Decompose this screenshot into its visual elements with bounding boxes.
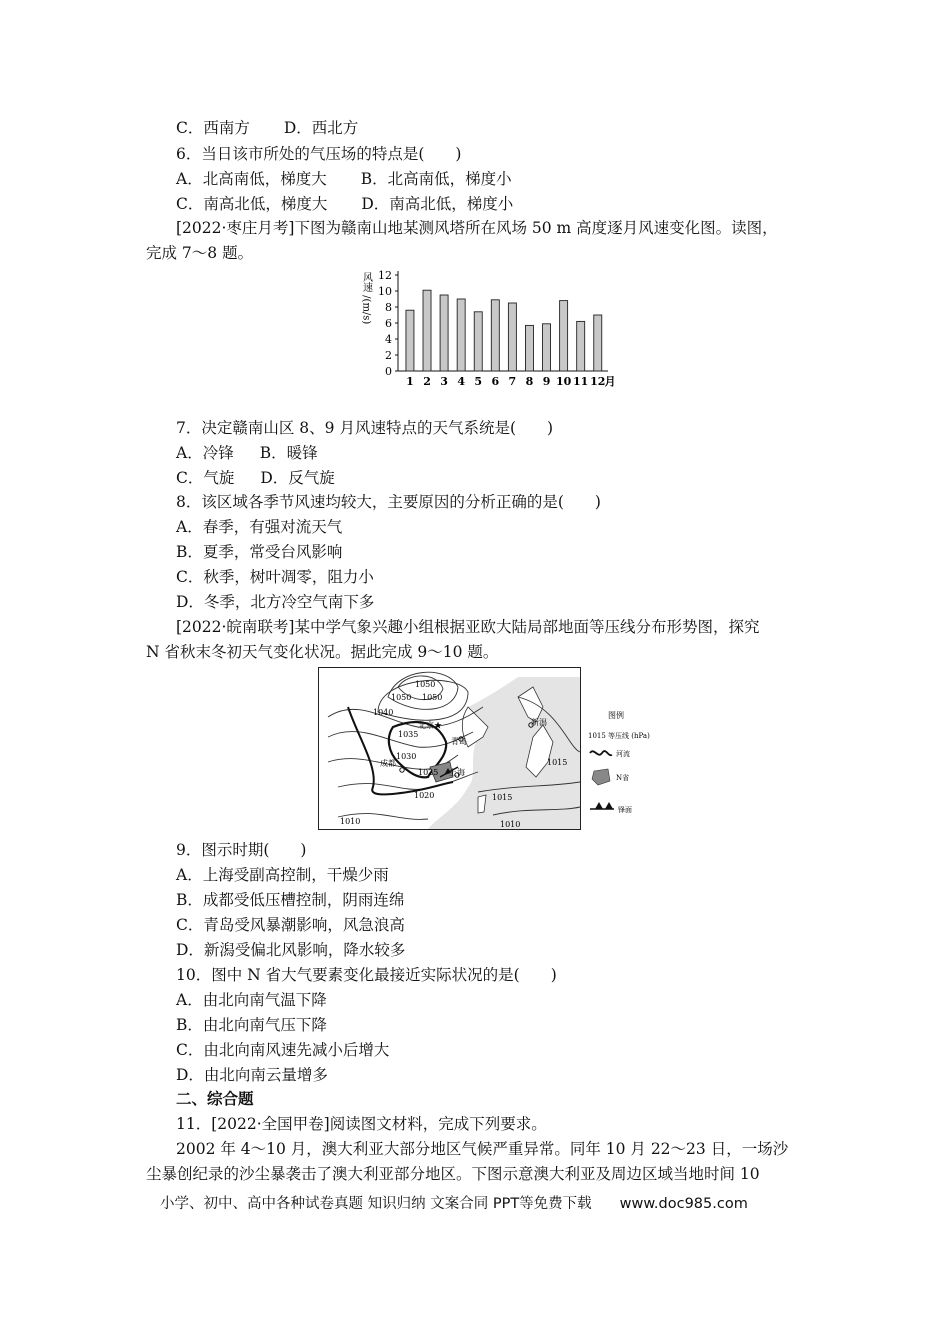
isobar-label: 1010 <box>340 817 361 826</box>
q6-option-c: C．南高北低，梯度大 <box>176 195 328 213</box>
bar <box>594 315 602 371</box>
isobar-label: 1050 <box>415 680 436 689</box>
legend-front: 锋面 <box>618 806 632 814</box>
legend-isobar: 1015 等压线 (hPa) <box>588 732 650 740</box>
x-tick-label: 12 <box>590 375 606 388</box>
legend-province-symbol <box>592 769 610 785</box>
map-legend <box>588 710 650 814</box>
q6-stem: 6．当日该市所处的气压场的特点是( ) <box>176 145 462 163</box>
q7-options-cd <box>176 468 335 488</box>
legend-front-triangle <box>605 802 613 809</box>
q10-stem: 10．图中 N 省大气要素变化最接近实际状况的是( ) <box>176 966 557 984</box>
q11-material-line1: 2002 年 4～10 月，澳大利亚大部分地区气候严重异常。同年 10 月 22～23 日，一场沙 <box>176 1140 789 1158</box>
section-heading: 二、综合题 <box>176 1089 254 1108</box>
x-tick-label: 4 <box>457 375 465 388</box>
isobar-label: 1020 <box>414 791 435 800</box>
bar <box>491 300 499 371</box>
q11-material-line2: 尘暴创纪录的沙尘暴袭击了澳大利亚部分地区。下图示意澳大利亚及周边区域当地时间 10 <box>146 1165 760 1183</box>
isobar-label: 1040 <box>373 708 394 717</box>
q5-option-c: C．西南方 <box>176 119 250 137</box>
footer-text: 小学、初中、高中各种试卷真题 知识归纳 文案合同 PPT等免费下载 <box>160 1196 592 1212</box>
intro-9-10-line2: N 省秋末冬初天气变化状况。据此完成 9～10 题。 <box>146 643 499 661</box>
q8-option-d: D．冬季，北方冷空气南下多 <box>176 593 375 611</box>
q10-option-a: A．由北向南气温下降 <box>176 991 327 1009</box>
legend-front-triangle <box>595 802 603 809</box>
q5-option-d: D．西北方 <box>283 119 359 137</box>
y-tick-label: 8 <box>385 301 392 314</box>
q9-option-d: D．新潟受偏北风影响，降水较多 <box>176 941 406 959</box>
q11-stem: 11．[2022·全国甲卷]阅读图文材料，完成下列要求。 <box>176 1115 547 1133</box>
isobar-label: 1050 <box>422 693 443 702</box>
legend-river: 河流 <box>616 750 630 758</box>
bar <box>423 290 431 371</box>
x-tick-label: 2 <box>423 375 431 388</box>
q7-option-b: B．暖锋 <box>259 444 318 462</box>
isobar-label: 1010 <box>500 820 521 829</box>
isobar-label: 1015 <box>492 793 513 802</box>
q7-option-a: A．冷锋 <box>176 444 234 462</box>
x-tick-label: 10 <box>555 375 572 388</box>
legend-river-symbol <box>590 751 612 755</box>
x-tick-label: 11 <box>573 375 589 388</box>
page-footer <box>160 1192 748 1213</box>
wind-speed-bar-chart <box>356 264 628 392</box>
bar <box>474 312 482 371</box>
x-axis-label: 月 <box>604 375 616 388</box>
x-tick-label: 8 <box>525 375 534 388</box>
y-tick-label: 12 <box>378 269 392 282</box>
q10-option-d: D．由北向南云量增多 <box>176 1066 328 1084</box>
q6-option-b: B．北高南低，梯度小 <box>360 170 512 188</box>
q9-option-c: C．青岛受风暴潮影响，风急浪高 <box>176 916 405 934</box>
q10-option-b: B．由北向南气压下降 <box>176 1016 327 1034</box>
isobar-label: 1050 <box>391 693 412 702</box>
niigata-label: 新潟 <box>531 718 547 727</box>
legend-title: 图例 <box>608 711 624 720</box>
x-tick-label: 6 <box>491 375 500 388</box>
footer-url[interactable]: www.doc985.com <box>619 1196 748 1212</box>
q6-option-d: D．南高北低，梯度小 <box>361 195 514 213</box>
q8-option-a: A．春季，有强对流天气 <box>176 518 343 536</box>
q6-options-ab <box>176 169 512 189</box>
intro-7-8-line1: [2022·枣庄月考]下图为赣南山地某测风塔所在风场 50 m 高度逐月风速变化图。读图， <box>176 219 778 237</box>
bar <box>457 299 465 371</box>
shanghai-label: 上海 <box>449 768 465 777</box>
bar <box>406 310 414 371</box>
x-tick-label: 9 <box>542 375 551 388</box>
q7-stem: 7．决定赣南山区 8、9 月风速特点的天气系统是( ) <box>176 419 554 437</box>
x-tick-label: 1 <box>406 375 414 388</box>
intro-9-10-line1: [2022·皖南联考]某中学气象兴趣小组根据亚欧大陆局部地面等压线分布形势图，探究 <box>176 618 760 636</box>
y-tick-label: 10 <box>378 285 392 298</box>
legend-province: N省 <box>616 774 630 782</box>
q10-option-c: C．由北向南风速先减小后增大 <box>176 1041 390 1059</box>
q9-stem: 9．图示时期( ) <box>176 841 307 859</box>
q6-option-a: A．北高南低，梯度大 <box>176 170 327 188</box>
q5-options-cd <box>176 118 358 138</box>
q7-options-ab <box>176 443 318 463</box>
q9-option-a: A．上海受副高控制，干燥少雨 <box>176 866 389 884</box>
isobar-label: 1025 <box>418 768 439 777</box>
q8-option-c: C．秋季，树叶凋零，阻力小 <box>176 568 374 586</box>
intro-7-8-line2: 完成 7～8 题。 <box>146 244 254 262</box>
bar <box>577 321 585 371</box>
isobar-label: 1015 <box>547 758 568 767</box>
q9-option-b: B．成都受低压槽控制，阴雨连绵 <box>176 891 405 909</box>
x-tick-label: 7 <box>508 375 517 388</box>
x-tick-label: 3 <box>440 375 448 388</box>
q6-options-cd <box>176 194 513 214</box>
bar <box>440 295 448 371</box>
y-axis-label: 风速 /(m/s) <box>360 272 372 325</box>
bar <box>508 303 516 371</box>
x-tick-label: 5 <box>474 375 483 388</box>
y-tick-label: 4 <box>385 333 392 346</box>
y-tick-label: 6 <box>385 317 392 330</box>
y-tick-label: 2 <box>385 349 392 362</box>
q7-option-d: D．反气旋 <box>260 469 335 487</box>
isobar-map <box>318 667 650 831</box>
q8-option-b: B．夏季，常受台风影响 <box>176 543 343 561</box>
isobar-label: 1035 <box>398 730 419 739</box>
qingdao-label: 青岛 <box>451 737 467 746</box>
chengdu-label: 成都 <box>380 759 396 768</box>
isobar-label: 1030 <box>396 752 417 761</box>
q7-option-c: C．气旋 <box>176 469 235 487</box>
q8-stem: 8．该区域各季节风速均较大，主要原因的分析正确的是( ) <box>176 493 601 511</box>
y-tick-label: 0 <box>385 365 392 378</box>
bar <box>543 324 551 371</box>
bar <box>560 301 568 371</box>
bar <box>525 325 533 371</box>
beijing-label: 北京★ <box>418 721 442 730</box>
